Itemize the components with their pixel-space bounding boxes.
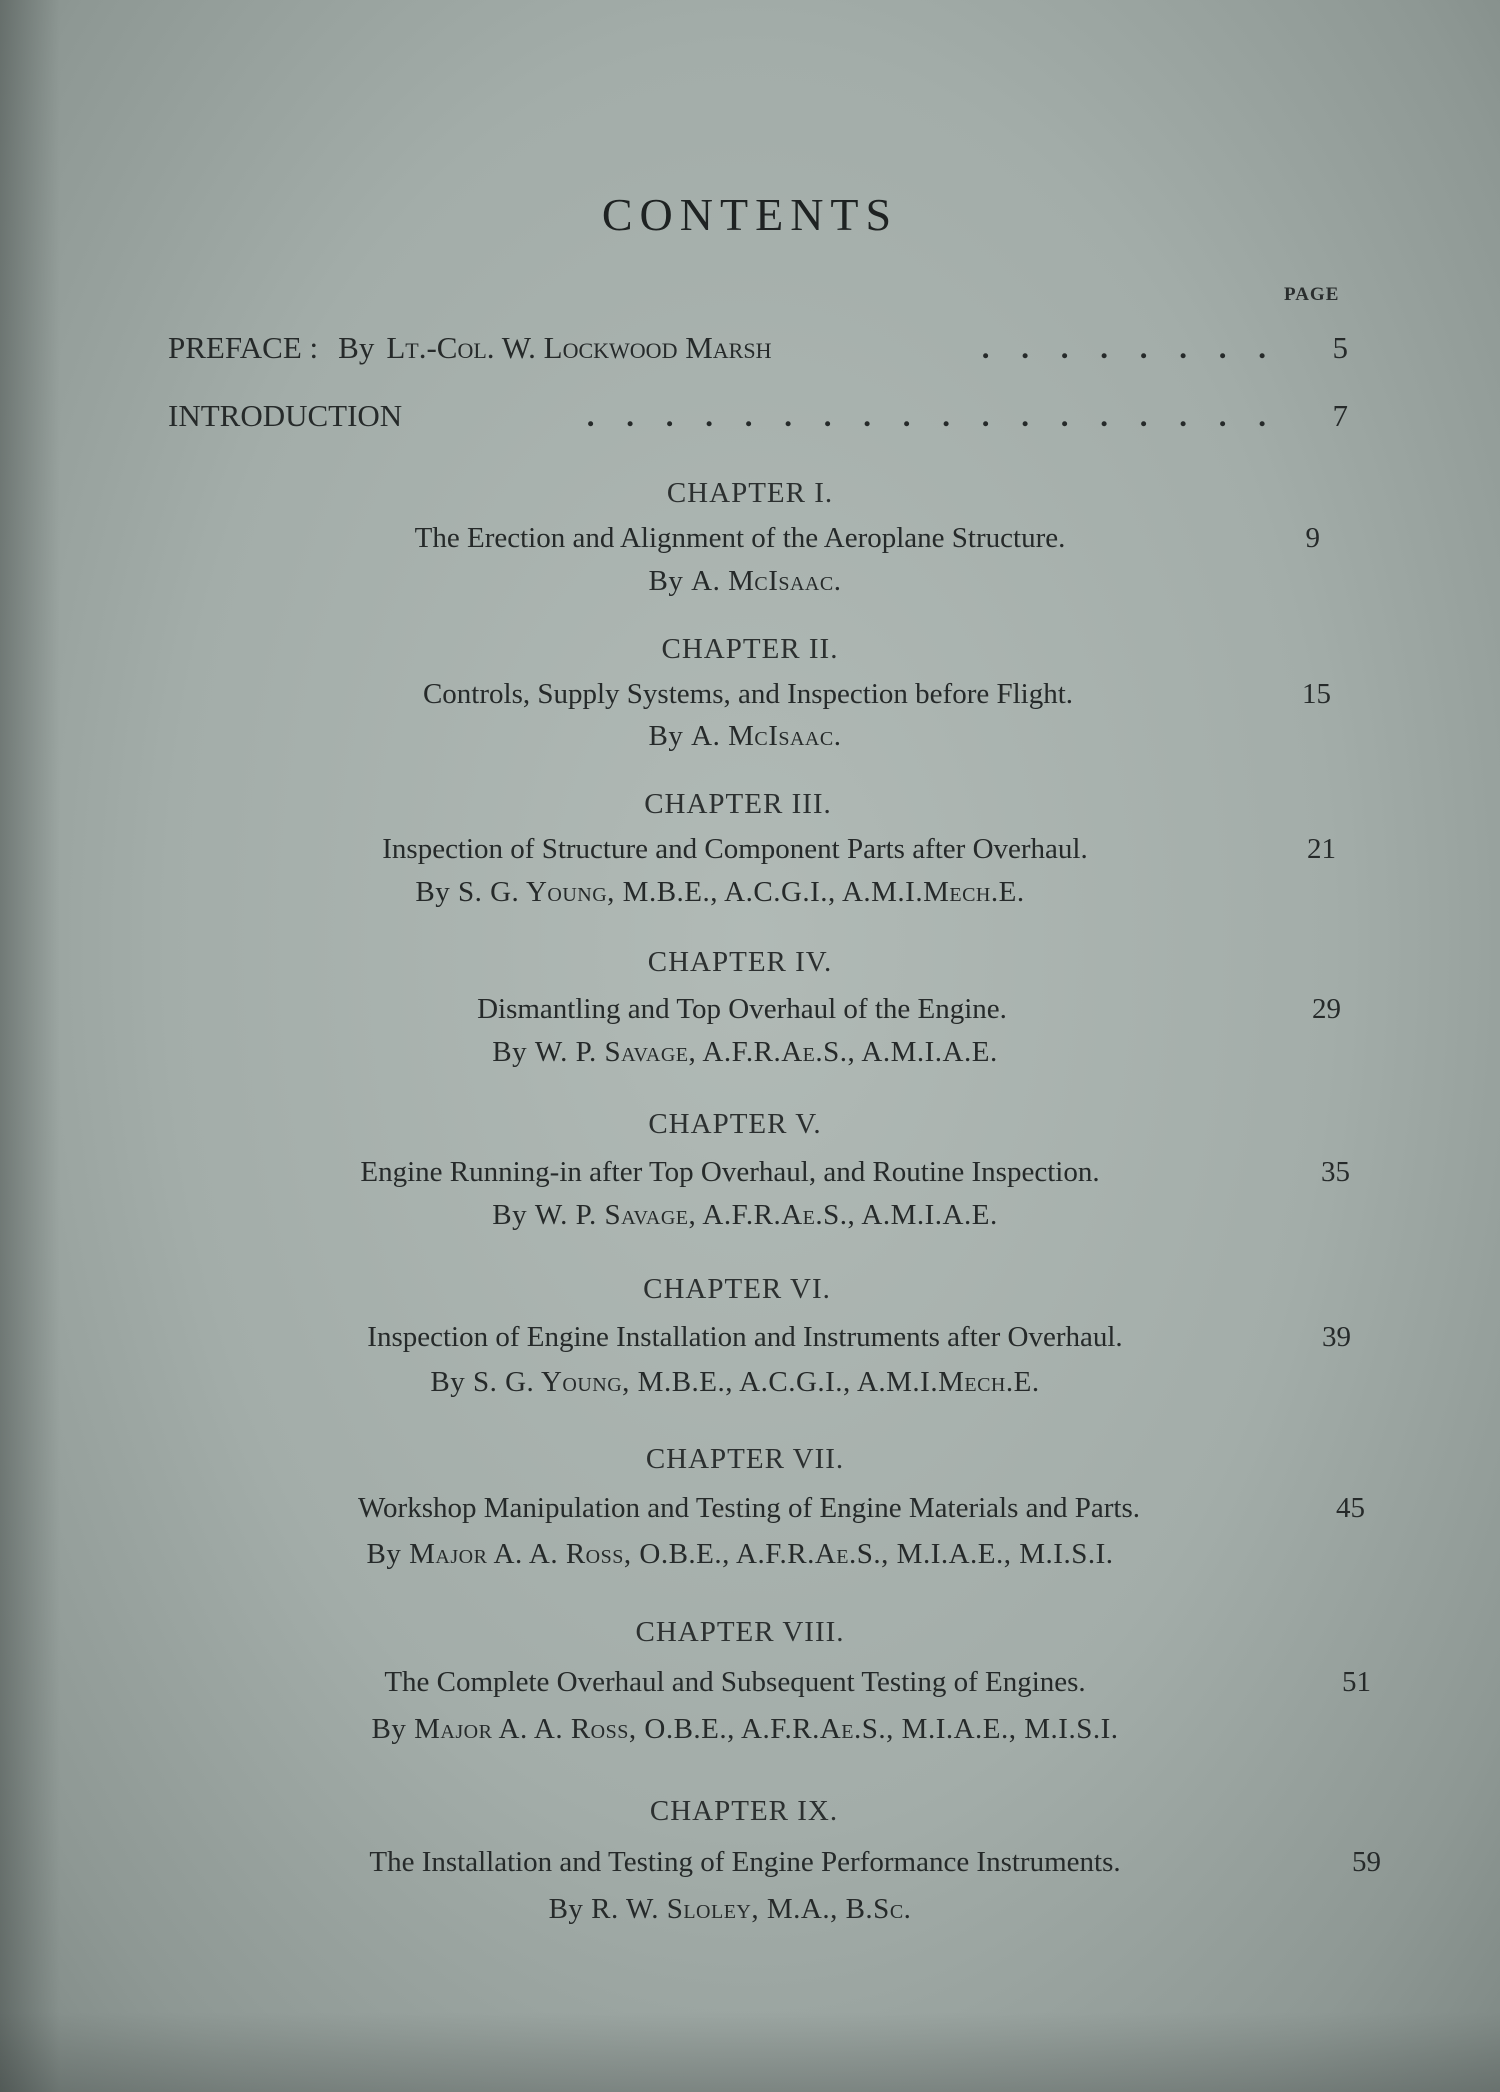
entry-label: INTRODUCTION (168, 398, 403, 433)
chapter-heading: CHAPTER VII. (645, 1443, 845, 1475)
chapter-title: Dismantling and Top Overhaul of the Engine. (477, 993, 1007, 1025)
author-name: W. P. Savage, A.F.R.Ae.S., A.M.I.A.E. (534, 1036, 998, 1068)
entry-label: PREFACE : (168, 330, 319, 365)
author-name: S. G. Young, M.B.E., A.C.G.I., A.M.I.Mech.E. (457, 876, 1025, 908)
chapter-heading: CHAPTER IV. (647, 946, 833, 978)
author-prefix: By (492, 1036, 528, 1068)
chapter-author-line (0, 1538, 1490, 1571)
chapter-title: Controls, Supply Systems, and Inspection before Flight. (422, 678, 1074, 710)
chapter-title: Inspection of Engine Installation and Instruments after Overhaul. (367, 1321, 1123, 1353)
entry-author-prefix: By (338, 330, 375, 365)
entry-author: Lt.-Col. W. Lockwood Marsh (386, 330, 772, 365)
author-prefix: By (430, 1366, 466, 1398)
chapter-title: The Complete Overhaul and Subsequent Testing of Engines. (384, 1666, 1086, 1698)
chapter-page-number: 15 (1302, 678, 1331, 710)
chapter-title: The Erection and Alignment of the Aeroplane Structure. (414, 522, 1066, 554)
chapter-page-number: 21 (1307, 833, 1336, 865)
chapter-author-line (0, 1036, 1495, 1069)
author-name: R. W. Sloley, M.A., B.Sc. (591, 1893, 912, 1925)
chapter-heading: CHAPTER III. (644, 788, 832, 820)
author-prefix: By (648, 720, 684, 752)
author-name: A. McIsaac. (691, 720, 842, 752)
chapter-heading: CHAPTER VI. (643, 1273, 831, 1305)
author-name: A. McIsaac. (691, 565, 842, 597)
chapter-author-line (0, 565, 1495, 598)
chapter-author-line (0, 1893, 1480, 1926)
author-name: S. G. Young, M.B.E., A.C.G.I., A.M.I.Mech.E. (472, 1366, 1040, 1398)
chapter-heading: CHAPTER VIII. (635, 1616, 845, 1648)
chapter-heading: CHAPTER V. (648, 1108, 822, 1140)
author-name: Major A. A. Ross, O.B.E., A.F.R.Ae.S., M.I.A.E., M.I.S.I. (414, 1713, 1119, 1745)
entry-page-number: 7 (1332, 398, 1348, 433)
author-prefix: By (366, 1538, 402, 1570)
chapter-page-number: 45 (1336, 1492, 1365, 1524)
chapter-page-number: 35 (1321, 1156, 1350, 1188)
chapter-heading: CHAPTER I. (666, 477, 834, 509)
chapter-heading: CHAPTER II. (661, 633, 839, 665)
chapter-heading: CHAPTER IX. (649, 1795, 839, 1827)
chapter-page-number: 51 (1342, 1666, 1371, 1698)
page-column-label: PAGE (1284, 284, 1340, 305)
chapter-page-number: 59 (1352, 1846, 1381, 1878)
author-prefix: By (648, 565, 684, 597)
dot-leader: . . . . . . . . . . . . . . . . . . (586, 398, 1278, 433)
author-name: W. P. Savage, A.F.R.Ae.S., A.M.I.A.E. (534, 1199, 998, 1231)
dot-leader: . . . . . . . . (981, 330, 1278, 365)
chapter-page-number: 29 (1312, 993, 1341, 1025)
chapter-author-line (0, 1199, 1495, 1232)
chapter-title: Engine Running-in after Top Overhaul, and Routine Inspection. (360, 1156, 1100, 1188)
chapter-page-number: 39 (1322, 1321, 1351, 1353)
chapter-page-number: 9 (1305, 522, 1320, 554)
chapter-author-line (0, 1713, 1495, 1746)
chapter-author-line (0, 876, 1470, 909)
author-prefix: By (371, 1713, 407, 1745)
page-bottom-shadow (0, 2012, 1500, 2092)
author-prefix: By (548, 1893, 584, 1925)
chapter-author-line (0, 720, 1495, 753)
chapter-author-line (0, 1366, 1485, 1399)
toc-entry-introduction (168, 398, 1348, 434)
author-prefix: By (492, 1199, 528, 1231)
author-name: Major A. A. Ross, O.B.E., A.F.R.Ae.S., M.I.A.E., M.I.S.I. (409, 1538, 1114, 1570)
entry-page-number: 5 (1332, 330, 1348, 365)
chapter-title: The Installation and Testing of Engine Performance Instruments. (369, 1846, 1121, 1878)
author-prefix: By (415, 876, 451, 908)
chapter-title: Workshop Manipulation and Testing of Engine Materials and Parts. (358, 1492, 1140, 1524)
page-title: CONTENTS (601, 189, 899, 240)
chapter-title: Inspection of Structure and Component Parts after Overhaul. (382, 833, 1088, 865)
toc-entry-preface (168, 330, 1348, 366)
